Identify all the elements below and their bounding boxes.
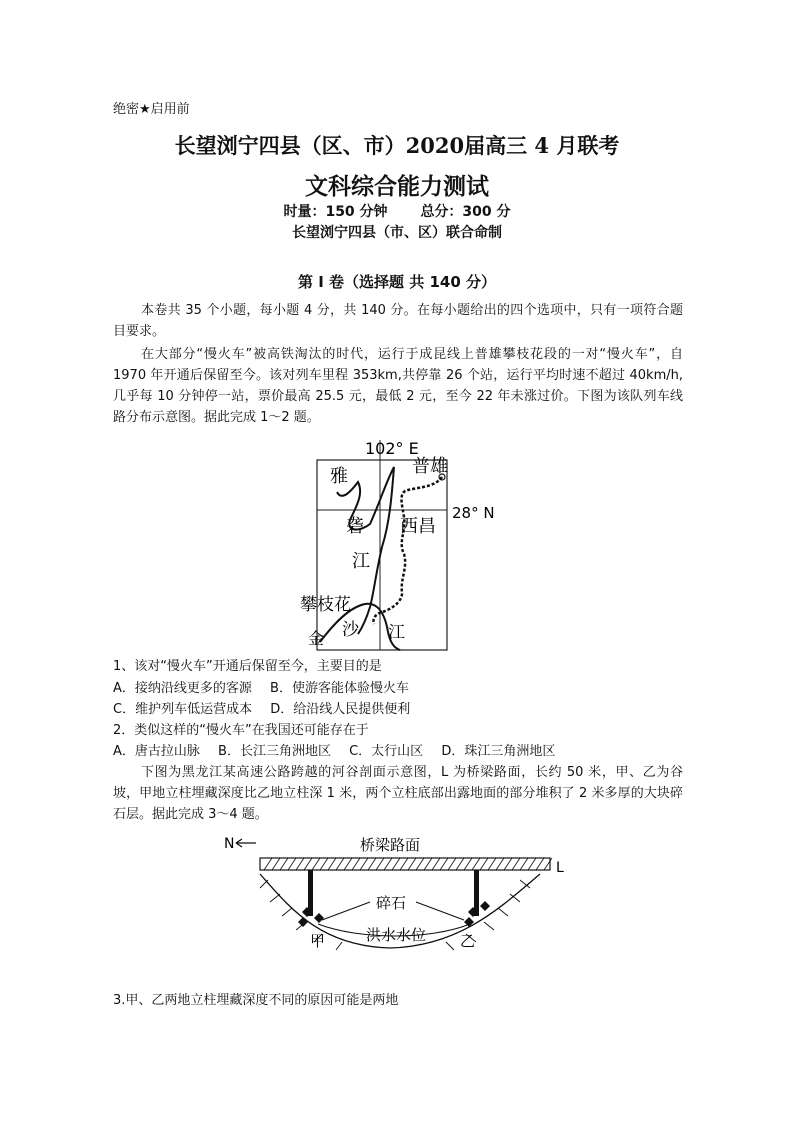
bridge-deck (260, 858, 550, 870)
question-2-stem: 2．类似这样的“慢火车”在我国还可能存在于 (113, 723, 369, 738)
jia-label: 甲 (310, 932, 326, 950)
label-sha: 沙 (342, 620, 359, 640)
question-1-stem: 1、该对“慢火车”开通后保留至今，主要目的是 (113, 659, 382, 674)
score-info: 总分：300 分 (420, 204, 511, 220)
time-info: 时量：150 分钟 (283, 204, 388, 220)
exam-subtitle: 文科综合能力测试 (305, 173, 489, 200)
north-label: N (224, 836, 235, 852)
railway-route-map (290, 432, 500, 654)
bridge-l-label: L (556, 860, 564, 876)
label-jin: 金 (308, 629, 325, 648)
question-1-options-row2 (113, 699, 424, 720)
maker-info: 长望浏宁四县（市、区）联合命制 (292, 225, 502, 241)
q2-option-b[interactable]: B．长江三角洲地区 (218, 744, 331, 759)
intro-paragraph: 本卷共 35 个小题，每小题 4 分，共 140 分。在每小题给出的四个选项中，只有一项符合题目要求。 (113, 303, 683, 339)
label-jiang2: 江 (388, 623, 405, 643)
label-jiang: 江 (352, 551, 370, 572)
north-arrow-icon (236, 839, 256, 847)
exam-title: 长望浏宁四县（区、市）2020届高三 4 月联考 (174, 133, 620, 158)
q2-option-d[interactable]: D．珠江三角洲地区 (441, 744, 556, 759)
q1-option-a[interactable]: A．接纳沿线更多的客源 (113, 681, 252, 696)
question-3-stem: 3.甲、乙两地立柱埋藏深度不同的原因可能是两地 (113, 993, 399, 1008)
longitude-label: 102° E (365, 439, 419, 458)
latitude-label: 28° N (452, 504, 495, 522)
question-2-options (113, 741, 569, 762)
question-1-options-row1 (113, 678, 423, 699)
label-long: 砻 (346, 516, 364, 537)
q1-option-d[interactable]: D．给沿线人民提供便利 (270, 702, 411, 717)
secret-mark: 绝密★启用前 (113, 102, 190, 117)
label-xichang: 西昌 (400, 516, 436, 537)
q2-option-c[interactable]: C．太行山区 (349, 744, 424, 759)
gravel-label: 碎石 (376, 894, 407, 912)
yi-label: 乙 (460, 932, 476, 950)
label-panzhihua: 攀枝花 (300, 595, 351, 615)
q2-option-a[interactable]: A．唐古拉山脉 (113, 744, 200, 759)
q1-option-c[interactable]: C．维护列车低运营成本 (113, 702, 253, 717)
passage-2: 下图为黑龙江某高速公路跨越的河谷剖面示意图，L 为桥梁路面，长约 50 米，甲、乙为谷坡，甲地立柱埋藏深度比乙地立柱深 1 米，两个立柱底部出露地面的部分堆积了 2 米多厚的大块碎石层。据此完成 3～4 题。 (113, 765, 683, 822)
valley-cross-section (220, 828, 580, 956)
bridge-label: 桥梁路面 (360, 836, 421, 854)
exam-meta (0, 201, 794, 221)
label-puxiong: 普雄 (412, 456, 448, 477)
section-title: 第 I 卷（选择题 共 140 分） (297, 273, 496, 291)
flood-label: 洪水水位 (366, 926, 427, 944)
label-ya: 雅 (330, 466, 348, 487)
q1-option-b[interactable]: B．使游客能体验慢火车 (270, 681, 409, 696)
passage-1: 在大部分“慢火车”被高铁淘汰的时代，运行于成昆线上普雄攀枝花段的一对“慢火车”，自 1970 年开通后保留至今。该对列车里程 353km,共停靠 26 个站，运行平均时速不超过 40km/h,几乎每 10 分钟停一站，票价最高 25.5 元，最低 2 元，至今 22 年未涨过价。下图为该队列车线路分布示意图。据此完成 1～2 题。 (113, 347, 684, 425)
